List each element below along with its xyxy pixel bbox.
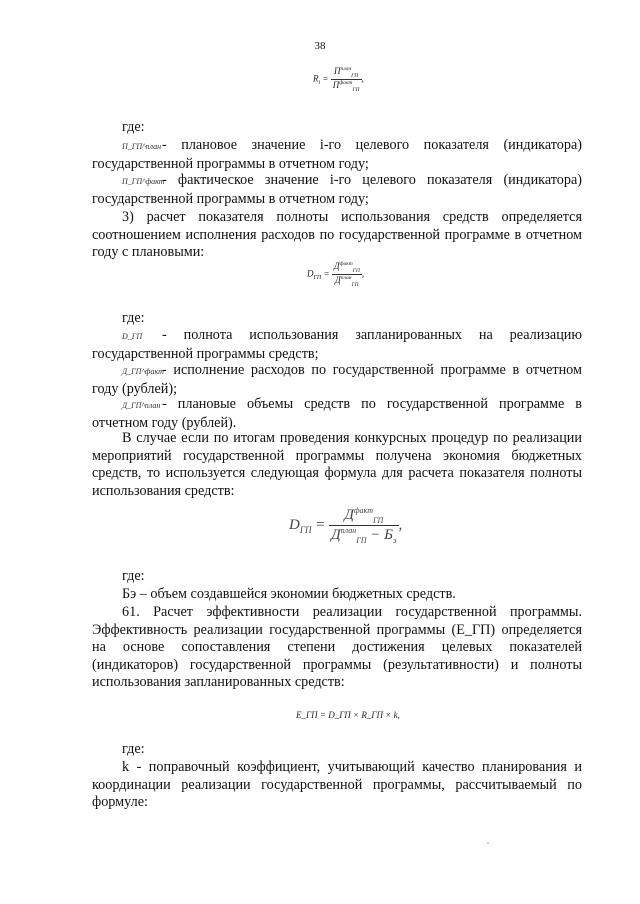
definition-d-plan [92, 396, 582, 432]
formula-d2-den-sub: ГП [356, 536, 367, 545]
definition-savings: Бэ – объем создавшейся экономии бюджетных средств. [122, 586, 456, 602]
formula-d-fraction [332, 261, 365, 288]
formula-d-num-sup: факт [339, 261, 353, 267]
formula-d2-lhs: D [289, 516, 300, 533]
formula-d2-den-sup: план [340, 526, 357, 535]
definition-d-plan-text: - плановые объемы средств по государственной программе в отчетном году (рублей). [92, 396, 582, 431]
definition-fact-text: - фактическое значение i-го целевого показателя (индикатора) государственной программы в отчетном году; [92, 172, 582, 207]
formula-r-fraction [331, 66, 362, 93]
where-label-1: где: [122, 119, 145, 135]
definition-d-gp-text: - полнота использования запланированных на реализацию государственной программы средств; [92, 327, 582, 362]
symbol-p-plan: П_ГП^план [122, 142, 162, 151]
formula-d-den-sub: ГП [351, 281, 359, 288]
definition-plan [92, 137, 582, 173]
definition-d-fact-text: - исполнение расходов по государственной программе в отчетном году (рублей); [92, 362, 582, 397]
formula-d-savings: $D_{ГП}$ = $\frac{Д^{факт}_{ГП}}{Д^{план}_{ГП} - Б_э}$ , [289, 506, 403, 545]
formula-d2-num: Д [344, 507, 354, 523]
formula-d-lhs-sub: ГП [313, 275, 322, 282]
formula-r-lhs: R [313, 73, 319, 84]
symbol-d-fact: Д_ГП^факт [122, 367, 164, 376]
scan-speck [487, 842, 489, 844]
formula-d2-lhs-sub: ГП [299, 524, 312, 535]
formula-d-lhs: D [307, 268, 314, 279]
formula-d-tail: , [361, 268, 365, 279]
where-label-4: где: [122, 741, 145, 757]
definition-fact [92, 172, 582, 208]
formula-d2-minus-sub: э [393, 536, 397, 545]
formula-r-num-sub: ГП [351, 72, 359, 79]
formula-d2-den: Д [331, 527, 341, 543]
formula-d-num: Д [333, 261, 340, 271]
formula-d2-num-sup: факт [353, 506, 373, 515]
formula-r: $R_i$ = $\frac{П^{план}_{ГП}}{П^{факт}_{ГП}}$ , [313, 66, 364, 93]
formula-d2-num-sub: ГП [372, 516, 384, 525]
paragraph-61: 61. Расчет эффективности реализации государственной программы. Эффективность реализации государственной программы (E_ГП) определяется на основе сопоставления степени достижения целевых показателей (индикаторов) государственной программы (результативности) и полноты использования запланированных средств: [92, 604, 582, 690]
formula-d2-minus: − Б [370, 527, 394, 543]
definition-d-gp [92, 327, 582, 363]
formula-d2-tail: , [398, 516, 403, 533]
formula-r-den-sup: факт [339, 79, 353, 86]
page-number: 38 [314, 40, 326, 52]
where-label-2: где: [122, 310, 145, 326]
formula-d-num-sub: ГП [352, 267, 360, 274]
formula-e: E_ГП = D_ГП × R_ГП × k, [296, 710, 400, 720]
definition-d-fact [92, 362, 582, 398]
symbol-p-fact: П_ГП^факт [122, 177, 165, 186]
paragraph-savings-case: В случае если по итогам проведения конкурсных процедур по реализации мероприятий государственной программы получена экономия бюджетных средств, то используется следующая формула для расчета показателя полноты использования средств: [92, 430, 582, 499]
where-label-3: где: [122, 568, 145, 584]
symbol-d-gp: D_ГП [122, 332, 143, 341]
paragraph-item-3: 3) расчет показателя полноты использования средств определяется соотношением исполнения расходов по государственной программе в отчетном году с плановыми: [92, 209, 582, 260]
definition-plan-text: - плановое значение i-го целевого показателя (индикатора) государственной программы в отчетном году; [92, 137, 582, 172]
formula-r-lhs-sub: i [318, 80, 321, 87]
paragraph-k-coefficient: k - поправочный коэффициент, учитывающий качество планирования и координации реализации государственной программы, рассчитываемый по формуле: [92, 759, 582, 810]
formula-r-den-sub: ГП [352, 86, 360, 93]
formula-r-num: П [333, 66, 341, 76]
formula-d-den: Д [335, 274, 341, 285]
formula-d: $D_{ГП}$ = $\frac{Д^{факт}_{ГП}}{Д^{план}_{ГП}}$ , [307, 261, 365, 288]
formula-d2-fraction [329, 506, 398, 545]
formula-d-den-sup: план [340, 274, 352, 281]
formula-r-num-sup: план [340, 66, 352, 72]
formula-r-tail: , [361, 73, 364, 84]
formula-r-den: П [332, 79, 340, 90]
symbol-d-plan: Д_ГП^план [122, 401, 161, 410]
